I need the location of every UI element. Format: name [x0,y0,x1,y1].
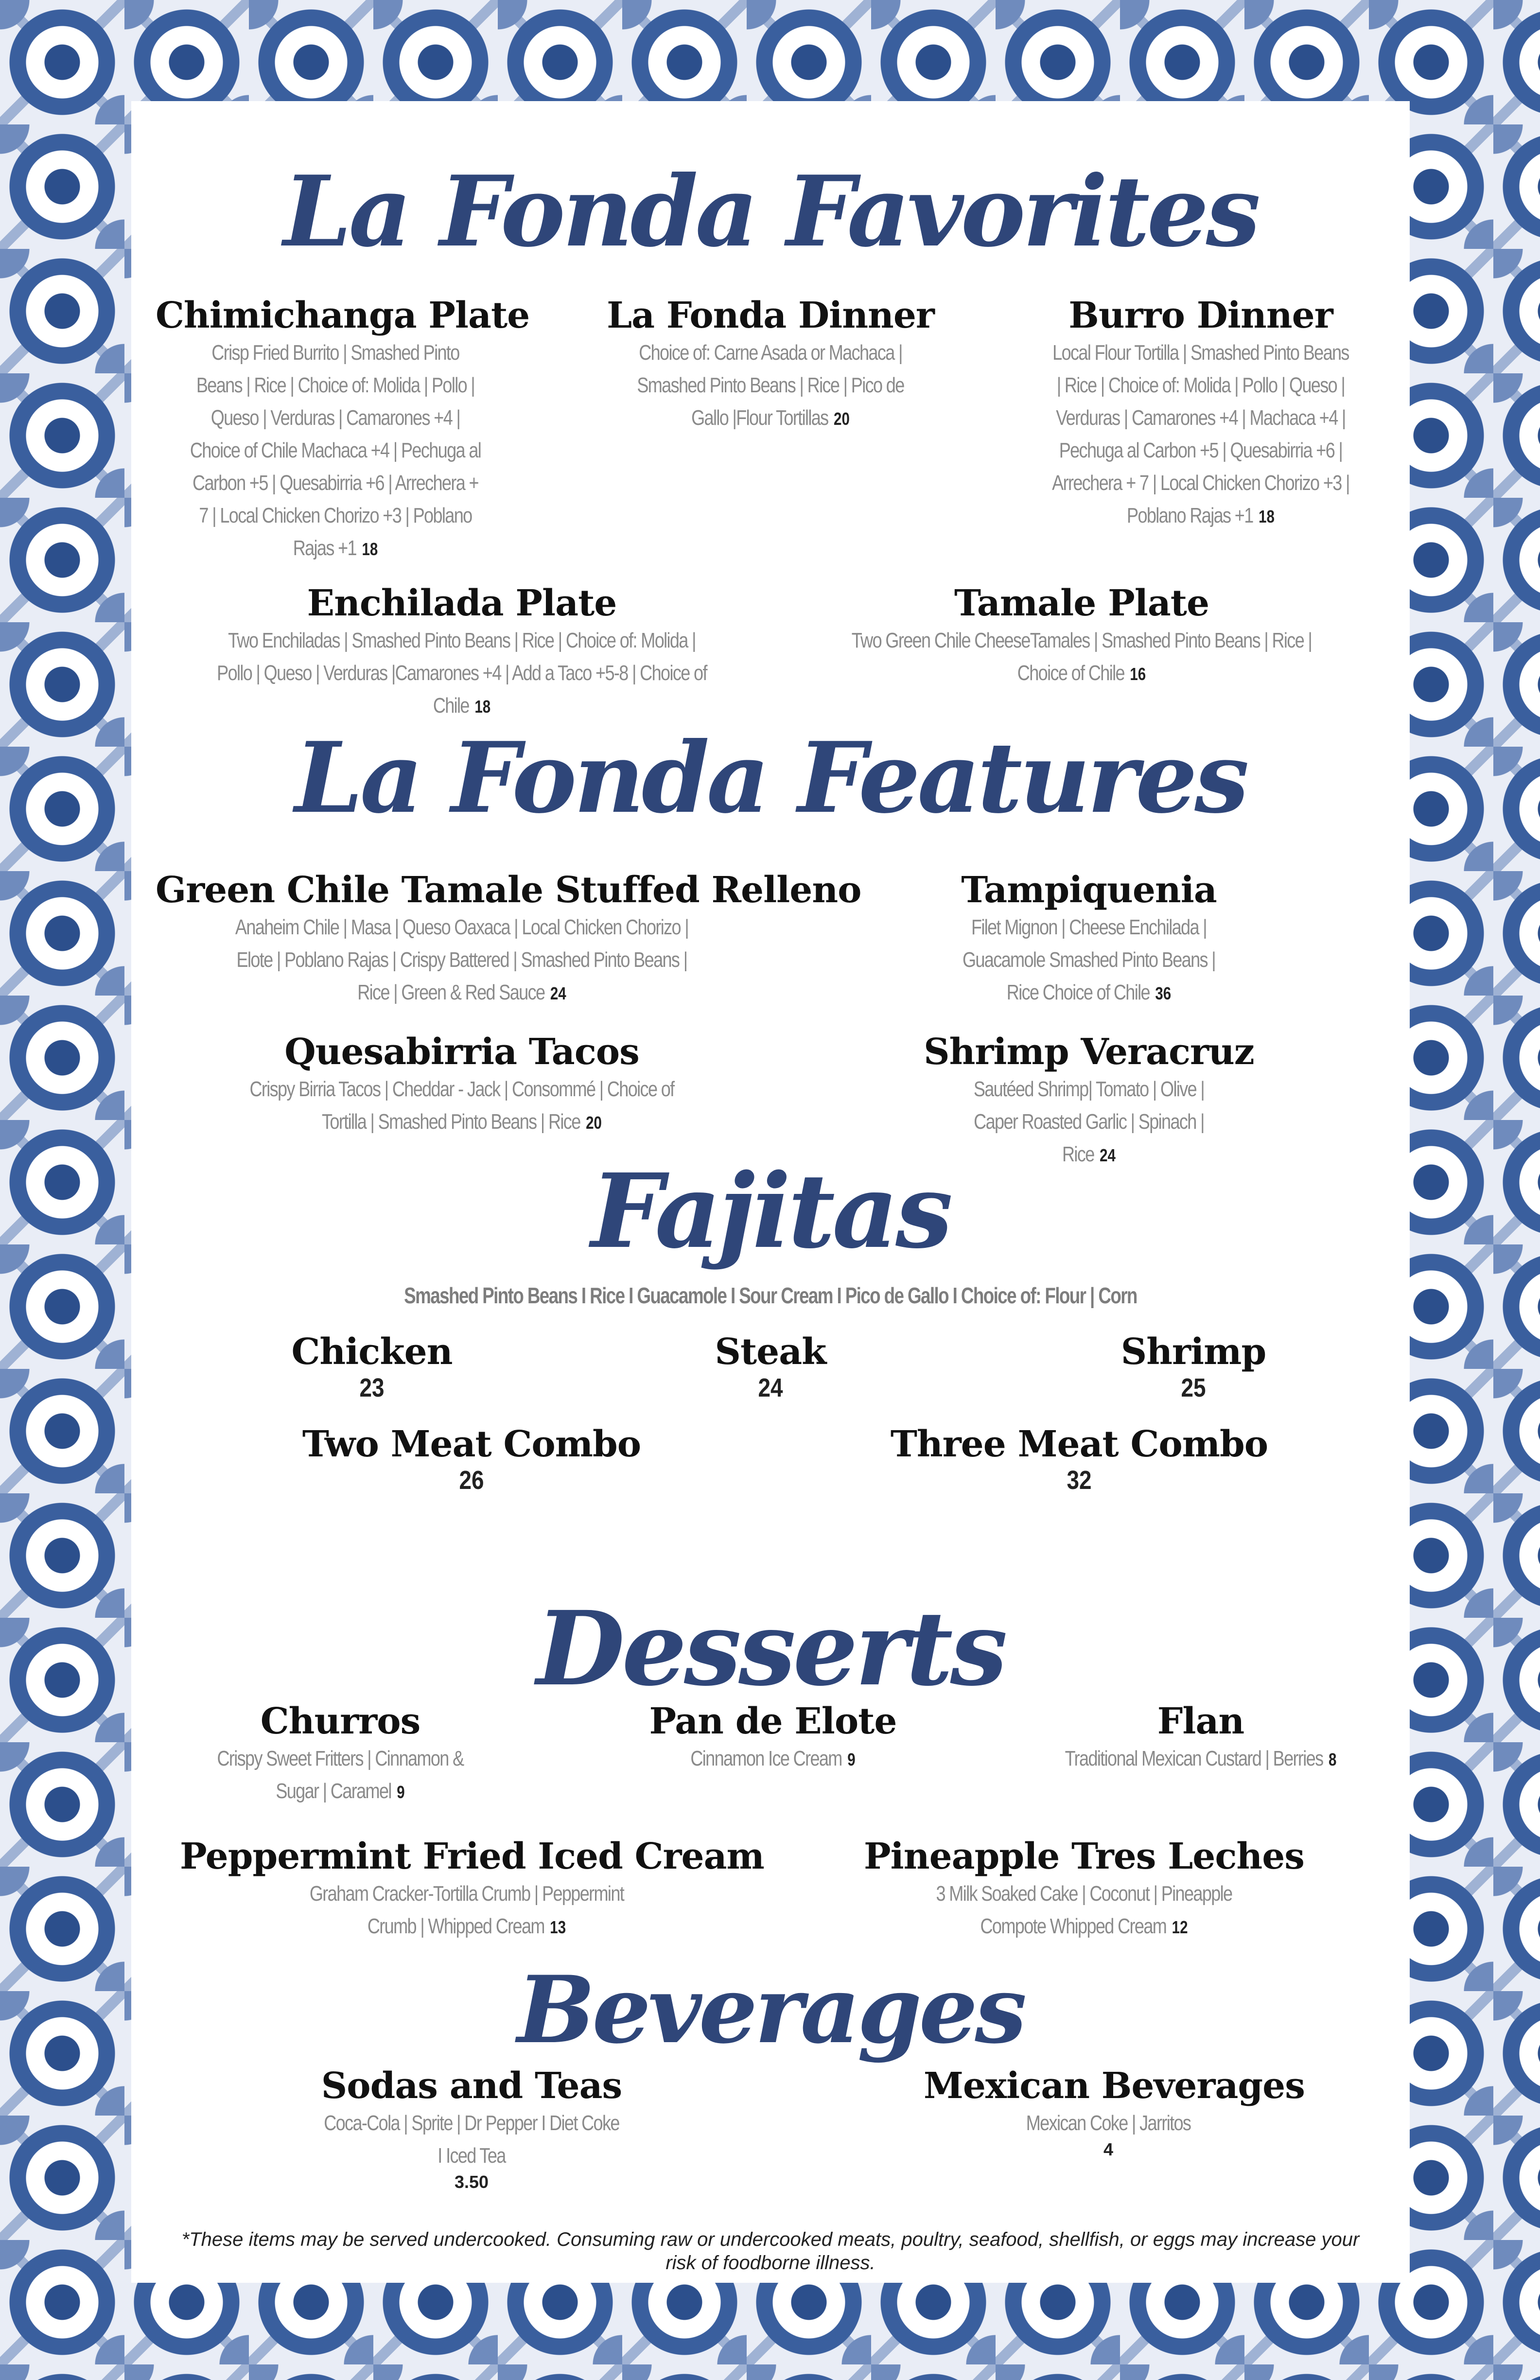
item-title: Tampiquenia [961,869,1217,911]
item-title: Green Chile Tamale Stuffed Relleno [156,869,861,911]
item-description: Crispy Sweet Fritters | Cinnamon & Sugar | Caramel 9 [217,1747,464,1803]
menu-item-chimichanga [156,295,530,565]
fajita-three-meat-combo [885,1423,1274,1495]
dessert-churros [160,1700,520,1808]
menu-item-tampiquenia [899,869,1278,1010]
item-price: 24 [758,1373,783,1402]
item-description: 3 Milk Soaked Cake | Coconut | Pineapple Compote Whipped Cream 12 [936,1882,1232,1938]
item-description: Choice of: Carne Asada or Machaca | Smashed Pinto Beans | Rice | Pico de Gallo |Flour Tortillas 20 [637,341,904,430]
fajitas-subtitle: Smashed Pinto Beans I Rice I Guacamole I Sour Cream I Pico de Gallo I Choice of: Flour | Corn [404,1283,1137,1308]
section-title-desserts: Desserts [536,1589,1005,1709]
item-title: Shrimp Veracruz [924,1031,1254,1073]
dessert-pineapple-tres-leches [826,1836,1342,1943]
item-title: Enchilada Plate [307,582,617,624]
item-price: 4 [1103,2139,1114,2159]
section-title-features: La Fonda Features [295,721,1246,835]
item-description: Cinnamon Ice Cream 9 [690,1747,856,1770]
item-description: Two Green Chile CheeseTamales | Smashed Pinto Beans | Rice | Choice of Chile 16 [851,629,1312,685]
item-description: Mexican Coke | Jarritos [1026,2111,1191,2135]
item-description: Traditional Mexican Custard | Berries 8 [1065,1747,1337,1770]
item-title: Steak [715,1331,826,1373]
item-title: Pan de Elote [649,1700,897,1742]
menu-panel [131,101,1410,2283]
item-description: Sautéed Shrimp| Tomato | Olive | Caper Roasted Garlic | Spinach | Rice 24 [973,1077,1205,1166]
item-title: Chicken [291,1331,453,1373]
item-price: 23 [359,1373,385,1402]
menu-item-quesabirria-tacos [156,1031,768,1139]
item-title: Quesabirria Tacos [284,1031,639,1073]
menu-item-tamale-plate [773,582,1390,690]
item-title: Mexican Beverages [924,2065,1305,2107]
section-title-fajitas: Fajitas [591,1151,950,1271]
item-title: Sodas and Teas [321,2065,622,2107]
item-description: Two Enchiladas | Smashed Pinto Beans | Rice | Choice of: Molida | Pollo | Queso | Verduras |Camarones +4 | Add a Taco +5-8 | Choice of Chile 18 [217,629,707,718]
item-title: Flan [1157,1700,1244,1742]
menu-item-burro-dinner [1016,295,1385,533]
section-title-favorites: La Fonda Favorites [283,155,1258,269]
item-title: Peppermint Fried Iced Cream [180,1836,764,1877]
item-title: Shrimp [1120,1331,1266,1373]
item-description: Crisp Fried Burrito | Smashed Pinto Beans | Rice | Choice of: Molida | Pollo | Queso | Verduras | Camarones +4 | Choice of Chile Machaca +4 | Pechuga al Carbon +5 | Quesabirria +6 | Arrechera + 7 | Local Chicken Chorizo +3 | Poblano Rajas +1 18 [190,341,481,560]
dessert-pan-de-elote [593,1700,953,1776]
dessert-peppermint-fried-iced-cream [180,1836,764,1943]
item-price: 26 [459,1466,484,1495]
item-title: Three Meat Combo [890,1423,1268,1465]
item-description: Local Flour Tortilla | Smashed Pinto Beans | Rice | Choice of: Molida | Pollo | Queso | Verduras | Camarones +4 | Machaca +4 | Pechuga al Carbon +5 | Quesabirria +6 | Arrechera + 7 | Local Chicken Chorizo +3 | Poblano Rajas +1 18 [1052,341,1349,527]
dessert-flan [1016,1700,1385,1776]
item-description: Anaheim Chile | Masa | Queso Oaxaca | Local Chicken Chorizo | Elote | Poblano Rajas | Crispy Battered | Smashed Pinto Beans | Rice | Green & Red Sauce 24 [235,915,689,1004]
item-title: Burro Dinner [1068,295,1333,336]
item-title: Chimichanga Plate [156,295,530,336]
menu-item-shrimp-veracruz [909,1031,1269,1172]
fajita-chicken [262,1331,481,1403]
fajita-shrimp [1084,1331,1303,1403]
beverage-sodas-and-teas [287,2065,656,2192]
menu-item-enchilada-plate [156,582,768,723]
beverage-mexican-beverages [924,2065,1305,2160]
item-description: Graham Cracker-Tortilla Crumb | Peppermint Crumb | Whipped Cream 13 [309,1882,624,1938]
fajita-steak [661,1331,880,1403]
section-title-beverages: Beverages [517,1956,1024,2064]
item-title: Churros [260,1700,420,1742]
item-title: Tamale Plate [954,582,1209,624]
item-description: Coca-Cola | Sprite | Dr Pepper I Diet Coke I Iced Tea [324,2111,619,2168]
item-title: Two Meat Combo [302,1423,641,1465]
item-description: Filet Mignon | Cheese Enchilada | Guacamole Smashed Pinto Beans | Rice Choice of Chile 36 [962,915,1216,1004]
item-title: Pineapple Tres Leches [864,1836,1304,1877]
item-price: 32 [1067,1466,1092,1495]
item-price: 25 [1181,1373,1206,1402]
item-title: La Fonda Dinner [607,295,934,336]
item-description: Crispy Birria Tacos | Cheddar - Jack | Consommé | Choice of Tortilla | Smashed Pinto Beans | Rice 20 [249,1077,674,1134]
disclaimer: *These items may be served undercooked. Consuming raw or undercooked meats, poultry, seafood, shellfish, or eggs may increase your risk of foodborne illness. [181,2229,1360,2274]
menu-item-relleno [156,869,861,1010]
menu-item-la-fonda-dinner [586,295,955,435]
fajita-two-meat-combo [277,1423,666,1495]
item-price: 3.50 [454,2172,489,2192]
